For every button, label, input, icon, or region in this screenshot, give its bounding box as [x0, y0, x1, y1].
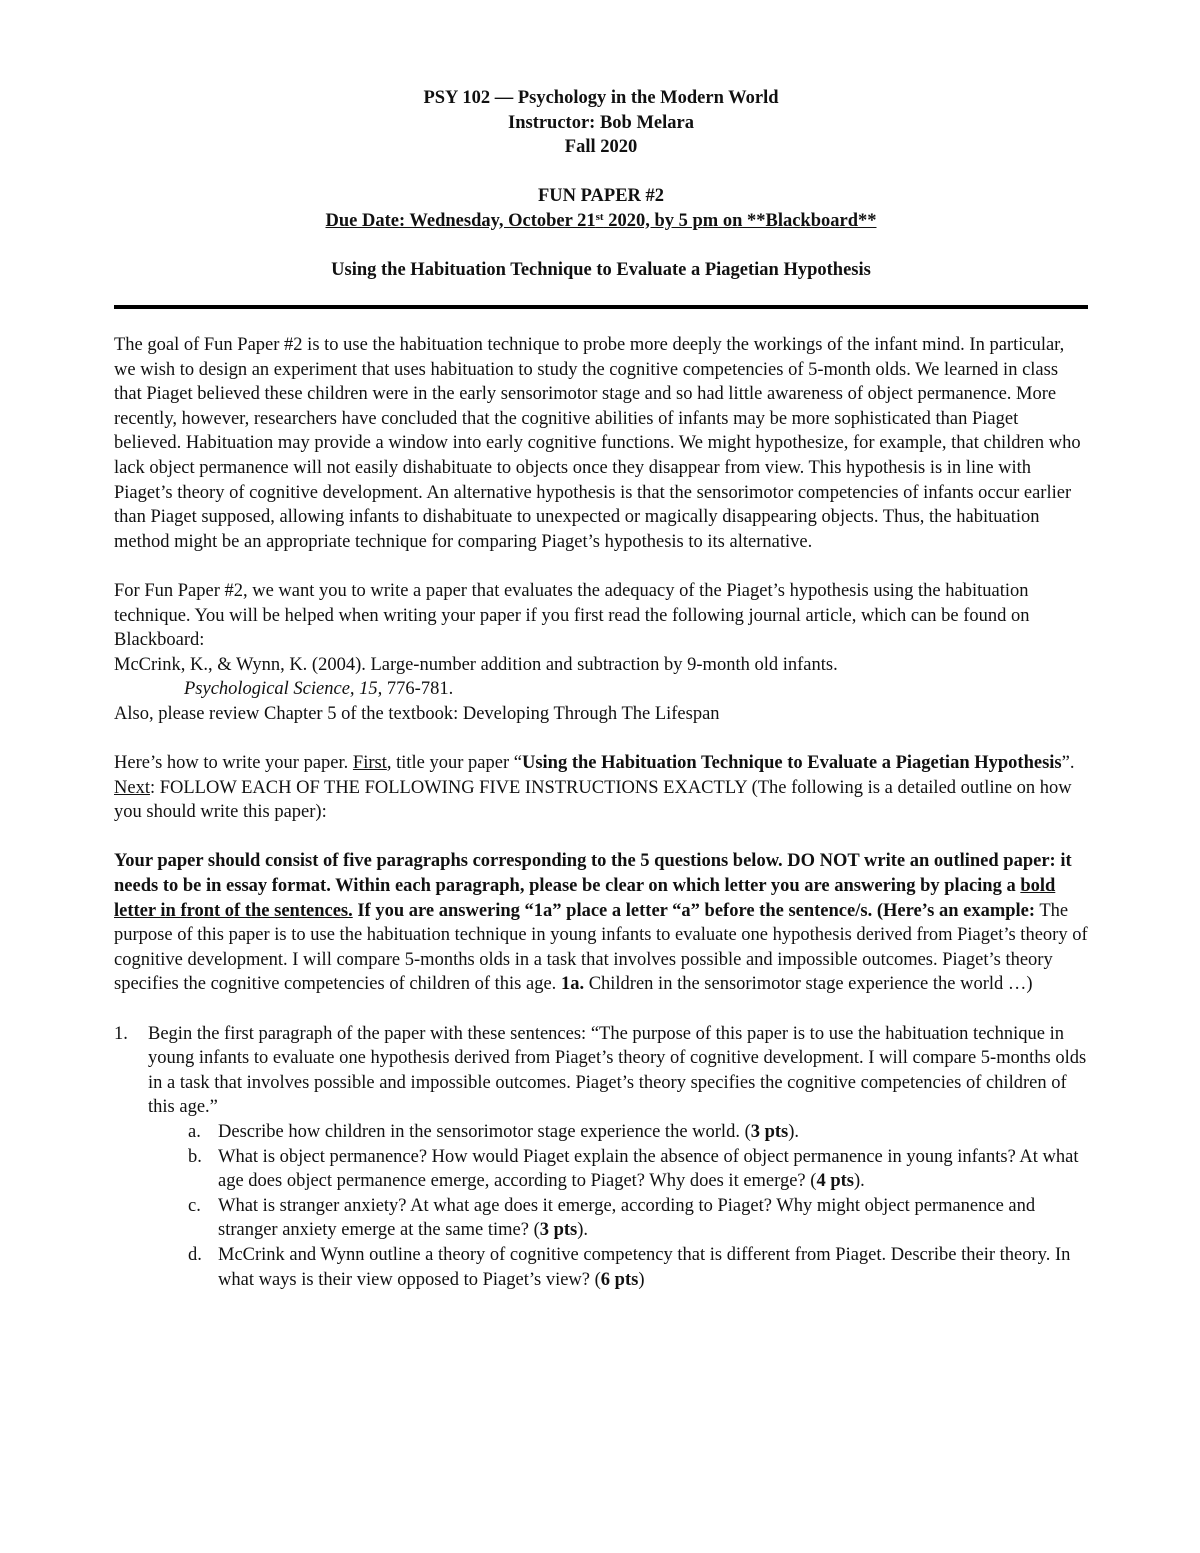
term-line: Fall 2020 [564, 137, 638, 157]
list-item: b. What is object permanence? How would Piaget explain the absence of object permanence in young infants? At what age does object permanence emerge, according to Piaget? Why does it emerge? (4 pts). [188, 1146, 1079, 1192]
sub-question-list [114, 1120, 1088, 1292]
format-paragraph: Your paper should consist of five paragraphs corresponding to the 5 questions below. DO NOT write an outlined paper: it needs to be in essay format. Within each paragraph, please be clear on which letter you are answering by placing a bold letter in front of the sentences. If you are answering “1a” place a letter “a” before the sentence/s. (Here’s an example: The purpose of this paper is to use the habituation technique in young infants to evaluate one hypothesis derived from Piaget’s theory of cognitive development. I will compare 5-months olds in a task that involves possible and impossible outcomes. Piaget’s theory specifies the cognitive competencies of children of this age. 1a. Children in the sensorimotor stage experience the world …) [114, 851, 1088, 995]
course-title: PSY 102 — Psychology in the Modern World [423, 88, 779, 108]
intro-paragraph: The goal of Fun Paper #2 is to use the habituation technique to probe more deeply the workings of the infant mind. In particular, we wish to design an experiment that uses habituation to study the cognitive competencies of 5-month olds. We learned in class that Piaget believed these children were in the early sensorimotor stage and so had little awareness of object permanence. More recently, however, researchers have concluded that the cognitive abilities of infants may be more sophisticated than Piaget believed. Habituation may provide a window into early cognitive functions. We might hypothesize, for example, that children who lack object permanence will not easily dishabituate to objects once they disappear from view. This hypothesis is in line with Piaget’s theory of cognitive development. An alternative hypothesis is that the sensorimotor competencies of infants occur earlier than Piaget supposed, allowing infants to dishabituate to unexpected or magically disappearing objects. Thus, the habituation method might be an appropriate technique for comparing Piaget’s hypothesis to its alternative. [114, 335, 1081, 552]
due-date: Due Date: Wednesday, October 21st 2020, by 5 pm on **Blackboard** [325, 210, 877, 231]
horizontal-rule [114, 305, 1088, 309]
textbook-note: Also, please review Chapter 5 of the textbook: Developing Through The Lifespan [114, 703, 720, 724]
instruction-list [114, 1022, 1088, 1120]
list-item: 1. Begin the first paragraph of the paper with these sentences: “The purpose of this paper is to use the habituation technique in young infants to evaluate one hypothesis derived from Piaget’s theory of cognitive development. I will compare 5-months olds in a task that involves possible and impossible outcomes. Piaget’s theory specifies the cognitive competencies of children of this age.” [114, 1023, 1087, 1118]
instructor-line: Instructor: Bob Melara [508, 112, 694, 133]
list-item: d. McCrink and Wynn outline a theory of cognitive competency that is different from Piaget. Describe their theory. In what ways is their view opposed to Piaget’s view? (6 pts) [188, 1244, 1071, 1290]
how-to-paragraph: Here’s how to write your paper. First, title your paper “Using the Habituation Technique to Evaluate a Piagetian Hypothesis”. Next: FOLLOW EACH OF THE FOLLOWING FIVE INSTRUCTIONS EXACTLY (The following is a detailed outline on how you should write this paper): [114, 753, 1075, 823]
document-body [114, 333, 1088, 1292]
list-item: c. What is stranger anxiety? At what age does it emerge, according to Piaget? Why might object permanence and stranger anxiety emerge at the same time? (3 pts). [188, 1195, 1036, 1241]
paper-title: Using the Habituation Technique to Evaluate a Piagetian Hypothesis [331, 259, 871, 280]
document-header [114, 86, 1088, 282]
list-item: a. Describe how children in the sensorimotor stage experience the world. (3 pts). [188, 1122, 800, 1142]
reference-journal: Psychological Science, 15, 776-781. [184, 679, 454, 700]
instructions-paragraph: For Fun Paper #2, we want you to write a paper that evaluates the adequacy of the Piaget’s hypothesis using the habituation technique. You will be helped when writing your paper if you first read the following journal article, which can be found on Blackboard: [114, 580, 1030, 651]
assignment-title: FUN PAPER #2 [537, 186, 665, 206]
reference-authors: McCrink, K., & Wynn, K. (2004). Large-number addition and subtraction by 9-month old infants. [114, 654, 838, 675]
